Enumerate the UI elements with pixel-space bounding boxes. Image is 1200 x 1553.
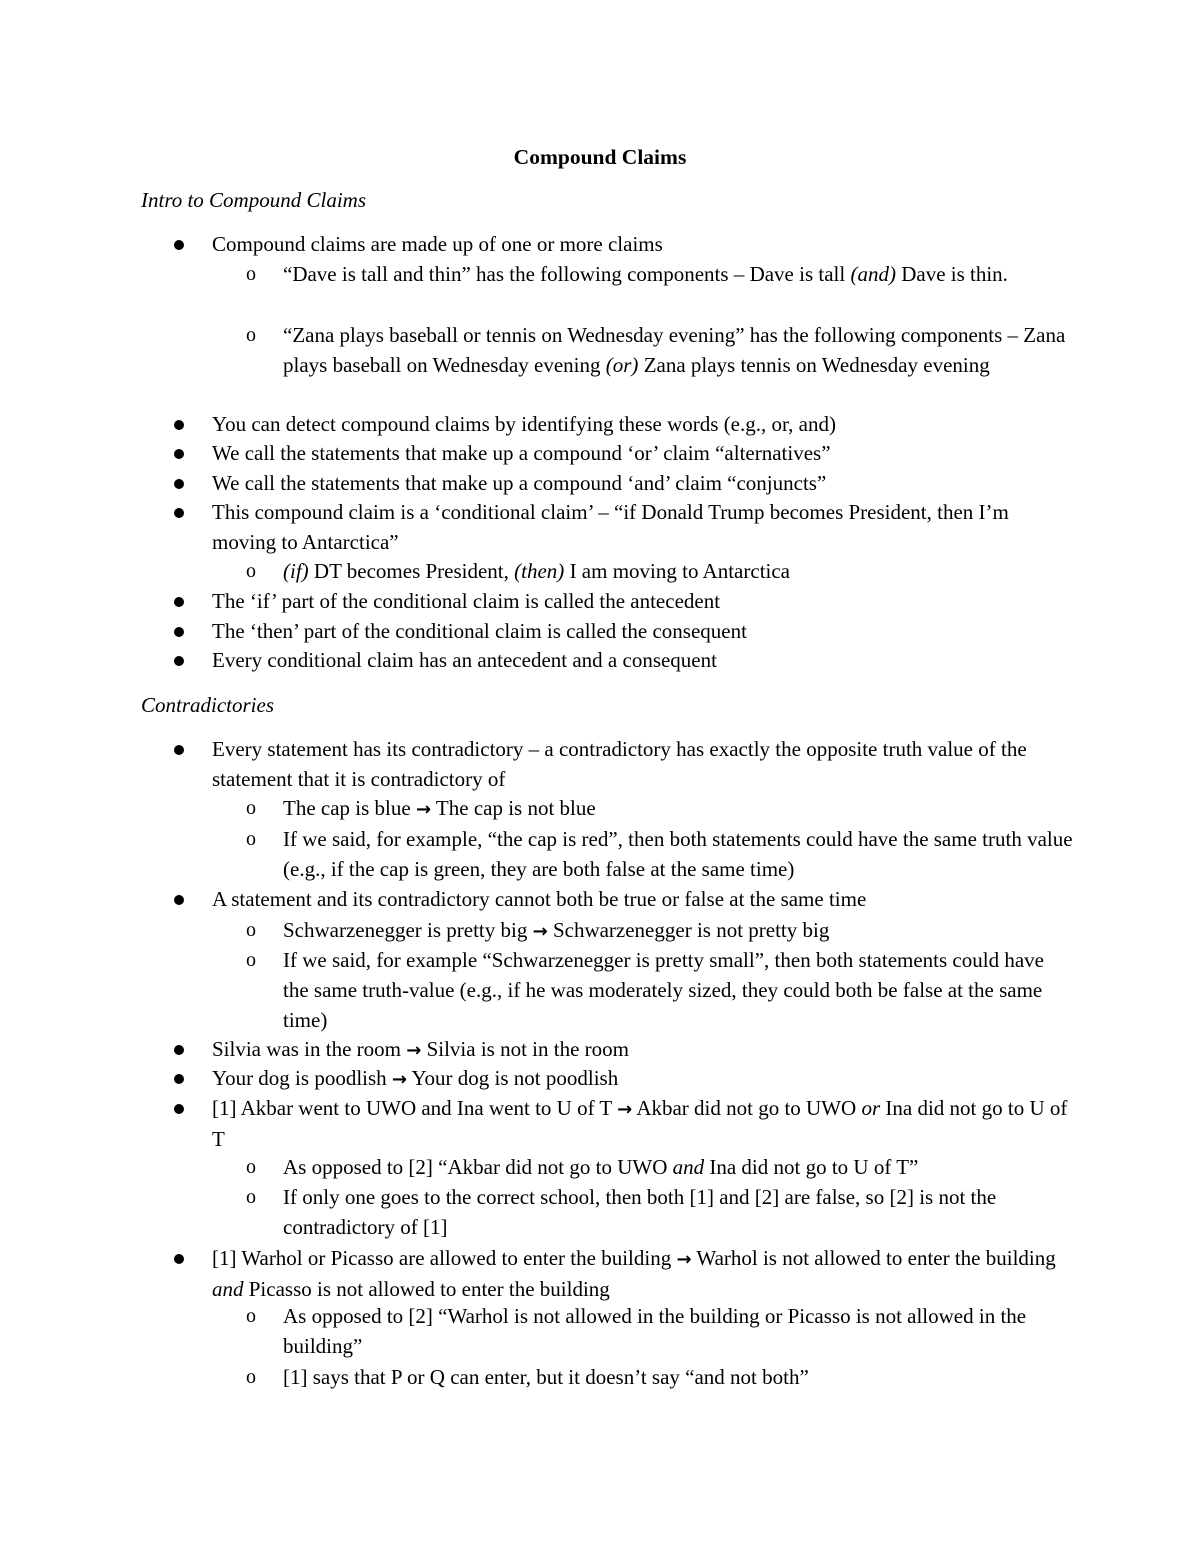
list-item: A statement and its contradictory cannot both be true or false at the same time [212,887,867,911]
bullet-icon [174,1254,184,1264]
sub-bullet-icon: o [246,1305,256,1327]
list-item: [1] Akbar went to UWO and Ina went to U of T → Akbar did not go to UWO or Ina did not go to U of T [212,1096,1068,1151]
list-item: Compound claims are made up of one or more claims [212,232,663,256]
list-item: This compound claim is a ‘conditional claim’ – “if Donald Trump becomes President, then I’m moving to Antarctica” [212,500,1009,554]
bullet-icon [174,1074,184,1084]
bullet-icon [174,1045,184,1055]
sub-list-item: “Zana plays baseball or tennis on Wednesday evening” has the following components – Zana plays baseball on Wednesday evening (or) Zana plays tennis on Wednesday evening [283,323,1066,377]
sub-list-item: Schwarzenegger is pretty big → Schwarzenegger is not pretty big [283,918,830,942]
bullet-icon [174,745,184,755]
sub-list-item: If only one goes to the correct school, then both [1] and [2] are false, so [2] is not the contradictory of [1] [283,1185,997,1239]
section-heading-contradictories: Contradictories [141,693,275,717]
sub-bullet-icon: o [246,919,256,941]
section-heading-intro: Intro to Compound Claims [141,188,366,212]
arrow-icon: → [676,1249,692,1270]
bullet-icon [174,597,184,607]
list-item: Silvia was in the room → Silvia is not in the room [212,1037,629,1061]
sub-bullet-icon: o [246,1366,256,1388]
bullet-icon [174,1104,184,1114]
sub-list-item: [1] says that P or Q can enter, but it doesn’t say “and not both” [283,1365,809,1389]
bullet-icon [174,508,184,518]
sub-list-item: The cap is blue → The cap is not blue [283,796,596,820]
sub-bullet-icon: o [246,263,256,285]
arrow-icon: → [391,1069,407,1090]
list-item: We call the statements that make up a compound ‘and’ claim “conjuncts” [212,471,827,495]
list-item: Your dog is poodlish → Your dog is not poodlish [212,1066,619,1090]
arrow-icon: → [406,1040,422,1061]
sub-bullet-icon: o [246,1156,256,1178]
bullet-icon [174,627,184,637]
arrow-icon: → [532,921,548,942]
bullet-icon [174,240,184,250]
list-item: The ‘then’ part of the conditional claim is called the consequent [212,619,747,643]
list-item: You can detect compound claims by identifying these words (e.g., or, and) [212,412,836,436]
sub-list-item: As opposed to [2] “Akbar did not go to UWO and Ina did not go to U of T” [283,1155,919,1179]
sub-bullet-icon: o [246,828,256,850]
bullet-icon [174,449,184,459]
bullet-icon [174,895,184,905]
sub-bullet-icon: o [246,1186,256,1208]
page-title: Compound Claims [513,145,687,169]
sub-bullet-icon: o [246,560,256,582]
list-item: We call the statements that make up a compound ‘or’ claim “alternatives” [212,441,831,465]
sub-bullet-icon: o [246,949,256,971]
sub-list-item: (if) DT becomes President, (then) I am moving to Antarctica [283,559,791,583]
bullet-icon [174,479,184,489]
arrow-icon: → [617,1099,633,1120]
list-item: Every statement has its contradictory – a contradictory has exactly the opposite truth value of the statement that it is contradictory of [212,737,1027,791]
list-item: The ‘if’ part of the conditional claim is called the antecedent [212,589,721,613]
bullet-icon [174,420,184,430]
bullet-icon [174,656,184,666]
sub-bullet-icon: o [246,324,256,346]
sub-list-item: If we said, for example, “the cap is red”, then both statements could have the same truth value (e.g., if the cap is green, they are both false at the same time) [283,827,1073,881]
sub-list-item: If we said, for example “Schwarzenegger is pretty small”, then both statements could have the same truth-value (e.g., if he was moderately sized, they could both be false at the same time) [283,948,1044,1032]
list-item: [1] Warhol or Picasso are allowed to enter the building → Warhol is not allowed to enter the building and Picasso is not allowed to enter the building [212,1246,1056,1301]
sub-bullet-icon: o [246,797,256,819]
sub-list-item: As opposed to [2] “Warhol is not allowed in the building or Picasso is not allowed in the building” [283,1304,1027,1358]
sub-list-item: “Dave is tall and thin” has the following components – Dave is tall (and) Dave is thin. [283,262,1008,286]
list-item: Every conditional claim has an antecedent and a consequent [212,648,717,672]
arrow-icon: → [415,799,432,820]
